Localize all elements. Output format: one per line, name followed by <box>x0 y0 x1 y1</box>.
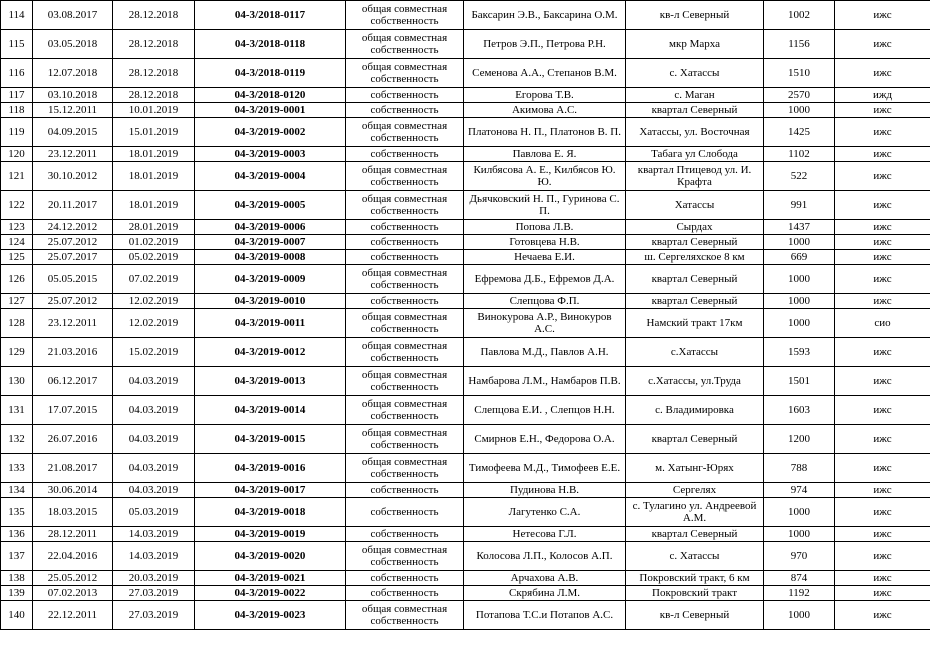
application-date: 17.07.2015 <box>33 396 113 425</box>
land-address: Сырдах <box>626 220 764 235</box>
application-date: 24.12.2012 <box>33 220 113 235</box>
registration-date: 12.02.2019 <box>113 309 195 338</box>
owner-names: Намбарова Л.М., Намбаров П.В. <box>464 367 626 396</box>
ownership-type: общая совместная собственность <box>346 265 464 294</box>
application-date: 07.02.2013 <box>33 586 113 601</box>
row-number: 116 <box>1 59 33 88</box>
land-use: ижс <box>835 220 930 235</box>
land-use: ижс <box>835 147 930 162</box>
registration-number: 04-3/2018-0120 <box>195 88 346 103</box>
table-row <box>1 396 930 425</box>
ownership-type: собственность <box>346 586 464 601</box>
table-row <box>1 498 930 527</box>
owner-names: Баксарин Э.В., Баксарина О.М. <box>464 1 626 30</box>
row-number: 128 <box>1 309 33 338</box>
land-use: ижс <box>835 1 930 30</box>
land-area: 1156 <box>764 30 835 59</box>
land-area: 1510 <box>764 59 835 88</box>
registration-date: 07.02.2019 <box>113 265 195 294</box>
land-address: с.Хатассы <box>626 338 764 367</box>
table-row <box>1 367 930 396</box>
owner-names: Попова Л.В. <box>464 220 626 235</box>
ownership-type: собственность <box>346 235 464 250</box>
table-row <box>1 571 930 586</box>
land-address: Табага ул Слобода <box>626 147 764 162</box>
land-address: кв-л Северный <box>626 601 764 630</box>
land-area: 974 <box>764 483 835 498</box>
ownership-type: собственность <box>346 147 464 162</box>
registration-date: 27.03.2019 <box>113 586 195 601</box>
table-row <box>1 309 930 338</box>
land-use: ижс <box>835 103 930 118</box>
row-number: 129 <box>1 338 33 367</box>
row-number: 135 <box>1 498 33 527</box>
row-number: 119 <box>1 118 33 147</box>
application-date: 25.07.2012 <box>33 294 113 309</box>
owner-names: Колосова Л.П., Колосов А.П. <box>464 542 626 571</box>
land-use: ижс <box>835 483 930 498</box>
application-date: 21.08.2017 <box>33 454 113 483</box>
land-address: с. Хатассы <box>626 542 764 571</box>
owner-names: Павлова Е. Я. <box>464 147 626 162</box>
application-date: 26.07.2016 <box>33 425 113 454</box>
application-date: 18.03.2015 <box>33 498 113 527</box>
row-number: 121 <box>1 162 33 191</box>
application-date: 30.10.2012 <box>33 162 113 191</box>
land-address: квартал Северный <box>626 425 764 454</box>
table-row <box>1 454 930 483</box>
land-use: ижс <box>835 601 930 630</box>
owner-names: Павлова М.Д., Павлов А.Н. <box>464 338 626 367</box>
application-date: 06.12.2017 <box>33 367 113 396</box>
land-address: с.Хатассы, ул.Труда <box>626 367 764 396</box>
ownership-type: собственность <box>346 483 464 498</box>
land-area: 1501 <box>764 367 835 396</box>
owner-names: Нечаева Е.И. <box>464 250 626 265</box>
registration-date: 28.12.2018 <box>113 1 195 30</box>
registration-number: 04-3/2019-0007 <box>195 235 346 250</box>
registration-date: 01.02.2019 <box>113 235 195 250</box>
land-address: Хатассы <box>626 191 764 220</box>
row-number: 137 <box>1 542 33 571</box>
registration-date: 28.12.2018 <box>113 30 195 59</box>
owner-names: Нетесова Г.Л. <box>464 527 626 542</box>
owner-names: Лагутенко С.А. <box>464 498 626 527</box>
land-address: квартал Северный <box>626 103 764 118</box>
land-use: ижс <box>835 542 930 571</box>
land-address: Покровский тракт, 6 км <box>626 571 764 586</box>
owner-names: Егорова Т.В. <box>464 88 626 103</box>
owner-names: Дьячковский Н. П., Гуринова С. П. <box>464 191 626 220</box>
land-address: Хатассы, ул. Восточная <box>626 118 764 147</box>
table-row <box>1 250 930 265</box>
application-date: 03.05.2018 <box>33 30 113 59</box>
land-use: ижс <box>835 367 930 396</box>
table-row <box>1 30 930 59</box>
land-address: квартал Северный <box>626 294 764 309</box>
registration-number: 04-3/2019-0009 <box>195 265 346 294</box>
registration-number: 04-3/2019-0021 <box>195 571 346 586</box>
land-use: ижс <box>835 30 930 59</box>
owner-names: Слепцова Е.И. , Слепцов Н.Н. <box>464 396 626 425</box>
land-use: ижс <box>835 250 930 265</box>
application-date: 15.12.2011 <box>33 103 113 118</box>
registration-number: 04-3/2019-0019 <box>195 527 346 542</box>
table-row <box>1 118 930 147</box>
owner-names: Смирнов Е.Н., Федорова О.А. <box>464 425 626 454</box>
land-use: ижд <box>835 88 930 103</box>
ownership-type: общая совместная собственность <box>346 1 464 30</box>
table-row <box>1 425 930 454</box>
land-area: 1000 <box>764 265 835 294</box>
registration-date: 27.03.2019 <box>113 601 195 630</box>
row-number: 123 <box>1 220 33 235</box>
land-address: квартал Северный <box>626 527 764 542</box>
land-use: ижс <box>835 118 930 147</box>
land-area: 1425 <box>764 118 835 147</box>
owner-names: Пудинова Н.В. <box>464 483 626 498</box>
ownership-type: собственность <box>346 88 464 103</box>
land-area: 1000 <box>764 309 835 338</box>
land-use: ижс <box>835 59 930 88</box>
row-number: 125 <box>1 250 33 265</box>
application-date: 25.07.2012 <box>33 235 113 250</box>
application-date: 03.10.2018 <box>33 88 113 103</box>
land-address: с. Тулагино ул. Андреевой А.М. <box>626 498 764 527</box>
registration-number: 04-3/2019-0012 <box>195 338 346 367</box>
table-row <box>1 1 930 30</box>
registration-number: 04-3/2019-0003 <box>195 147 346 162</box>
row-number: 133 <box>1 454 33 483</box>
registration-date: 18.01.2019 <box>113 162 195 191</box>
registration-date: 12.02.2019 <box>113 294 195 309</box>
land-area: 2570 <box>764 88 835 103</box>
ownership-type: общая совместная собственность <box>346 542 464 571</box>
ownership-type: собственность <box>346 527 464 542</box>
land-address: ш. Сергеляхское 8 км <box>626 250 764 265</box>
land-use: ижс <box>835 338 930 367</box>
application-date: 25.05.2012 <box>33 571 113 586</box>
registration-number: 04-3/2018-0117 <box>195 1 346 30</box>
owner-names: Винокурова А.Р., Винокуров А.С. <box>464 309 626 338</box>
ownership-type: общая совместная собственность <box>346 396 464 425</box>
registration-date: 10.01.2019 <box>113 103 195 118</box>
application-date: 03.08.2017 <box>33 1 113 30</box>
registration-number: 04-3/2019-0018 <box>195 498 346 527</box>
application-date: 23.12.2011 <box>33 309 113 338</box>
land-area: 1000 <box>764 498 835 527</box>
registration-number: 04-3/2019-0005 <box>195 191 346 220</box>
land-area: 1192 <box>764 586 835 601</box>
land-use: ижс <box>835 498 930 527</box>
registration-number: 04-3/2019-0010 <box>195 294 346 309</box>
land-address: м. Хатынг-Юрях <box>626 454 764 483</box>
registration-number: 04-3/2019-0016 <box>195 454 346 483</box>
land-address: Сергелях <box>626 483 764 498</box>
application-date: 21.03.2016 <box>33 338 113 367</box>
land-use: ижс <box>835 527 930 542</box>
row-number: 124 <box>1 235 33 250</box>
land-address: квартал Птицевод ул. И. Крафта <box>626 162 764 191</box>
owner-names: Тимофеева М.Д., Тимофеев Е.Е. <box>464 454 626 483</box>
table-row <box>1 586 930 601</box>
registration-number: 04-3/2019-0004 <box>195 162 346 191</box>
table-row <box>1 483 930 498</box>
registration-date: 05.02.2019 <box>113 250 195 265</box>
application-date: 23.12.2011 <box>33 147 113 162</box>
ownership-type: собственность <box>346 571 464 586</box>
land-use: ижс <box>835 162 930 191</box>
row-number: 120 <box>1 147 33 162</box>
land-area: 669 <box>764 250 835 265</box>
row-number: 139 <box>1 586 33 601</box>
land-use: ижс <box>835 265 930 294</box>
owner-names: Петров Э.П., Петрова Р.Н. <box>464 30 626 59</box>
registration-date: 04.03.2019 <box>113 396 195 425</box>
ownership-type: собственность <box>346 250 464 265</box>
land-area: 991 <box>764 191 835 220</box>
ownership-type: общая совместная собственность <box>346 118 464 147</box>
registration-date: 14.03.2019 <box>113 527 195 542</box>
table-row <box>1 542 930 571</box>
land-use: ижс <box>835 586 930 601</box>
row-number: 122 <box>1 191 33 220</box>
land-area: 1000 <box>764 235 835 250</box>
owner-names: Семенова А.А., Степанов В.М. <box>464 59 626 88</box>
land-use: ижс <box>835 294 930 309</box>
land-address: Покровский тракт <box>626 586 764 601</box>
land-address: с. Хатассы <box>626 59 764 88</box>
owner-names: Ефремова Д.Б., Ефремов Д.А. <box>464 265 626 294</box>
application-date: 30.06.2014 <box>33 483 113 498</box>
ownership-type: общая совместная собственность <box>346 309 464 338</box>
ownership-type: собственность <box>346 220 464 235</box>
row-number: 138 <box>1 571 33 586</box>
land-area: 522 <box>764 162 835 191</box>
land-use: ижс <box>835 235 930 250</box>
registration-number: 04-3/2019-0013 <box>195 367 346 396</box>
owner-names: Арчахова А.В. <box>464 571 626 586</box>
row-number: 130 <box>1 367 33 396</box>
land-area: 1002 <box>764 1 835 30</box>
land-area: 1102 <box>764 147 835 162</box>
registration-number: 04-3/2019-0017 <box>195 483 346 498</box>
land-use: ижс <box>835 425 930 454</box>
registration-number: 04-3/2019-0011 <box>195 309 346 338</box>
row-number: 136 <box>1 527 33 542</box>
table-row <box>1 527 930 542</box>
land-area: 1000 <box>764 294 835 309</box>
owner-names: Слепцова Ф.П. <box>464 294 626 309</box>
application-date: 05.05.2015 <box>33 265 113 294</box>
table-row <box>1 147 930 162</box>
registration-number: 04-3/2019-0022 <box>195 586 346 601</box>
table-row <box>1 338 930 367</box>
table-row <box>1 191 930 220</box>
table-row <box>1 162 930 191</box>
registration-number: 04-3/2018-0118 <box>195 30 346 59</box>
application-date: 20.11.2017 <box>33 191 113 220</box>
application-date: 25.07.2017 <box>33 250 113 265</box>
owner-names: Килбясова А. Е., Килбясов Ю. Ю. <box>464 162 626 191</box>
application-date: 22.12.2011 <box>33 601 113 630</box>
application-date: 04.09.2015 <box>33 118 113 147</box>
registration-number: 04-3/2019-0002 <box>195 118 346 147</box>
table-row <box>1 88 930 103</box>
registration-date: 04.03.2019 <box>113 367 195 396</box>
land-area: 1000 <box>764 103 835 118</box>
row-number: 118 <box>1 103 33 118</box>
registration-date: 04.03.2019 <box>113 483 195 498</box>
registration-number: 04-3/2019-0015 <box>195 425 346 454</box>
ownership-type: общая совместная собственность <box>346 367 464 396</box>
registration-date: 04.03.2019 <box>113 454 195 483</box>
row-number: 131 <box>1 396 33 425</box>
row-number: 134 <box>1 483 33 498</box>
row-number: 127 <box>1 294 33 309</box>
land-area: 1000 <box>764 527 835 542</box>
owner-names: Потапова Т.С.и Потапов А.С. <box>464 601 626 630</box>
registration-number: 04-3/2018-0119 <box>195 59 346 88</box>
ownership-type: собственность <box>346 294 464 309</box>
registration-number: 04-3/2019-0020 <box>195 542 346 571</box>
owner-names: Платонова Н. П., Платонов В. П. <box>464 118 626 147</box>
table-row <box>1 265 930 294</box>
row-number: 114 <box>1 1 33 30</box>
land-area: 788 <box>764 454 835 483</box>
table-row <box>1 103 930 118</box>
ownership-type: общая совместная собственность <box>346 601 464 630</box>
land-use: ижс <box>835 396 930 425</box>
registration-number: 04-3/2019-0006 <box>195 220 346 235</box>
table-row <box>1 601 930 630</box>
registration-date: 18.01.2019 <box>113 147 195 162</box>
table-row <box>1 59 930 88</box>
registration-number: 04-3/2019-0008 <box>195 250 346 265</box>
owner-names: Скрябина Л.М. <box>464 586 626 601</box>
ownership-type: общая совместная собственность <box>346 338 464 367</box>
row-number: 117 <box>1 88 33 103</box>
table-row <box>1 220 930 235</box>
ownership-type: общая совместная собственность <box>346 425 464 454</box>
land-area: 874 <box>764 571 835 586</box>
registration-date: 28.01.2019 <box>113 220 195 235</box>
land-use: ижс <box>835 454 930 483</box>
registry-rows <box>1 1 930 630</box>
land-area: 1593 <box>764 338 835 367</box>
registration-date: 20.03.2019 <box>113 571 195 586</box>
registration-date: 05.03.2019 <box>113 498 195 527</box>
row-number: 132 <box>1 425 33 454</box>
land-address: с. Владимировка <box>626 396 764 425</box>
ownership-type: общая совместная собственность <box>346 454 464 483</box>
row-number: 140 <box>1 601 33 630</box>
ownership-type: собственность <box>346 498 464 527</box>
owner-names: Акимова А.С. <box>464 103 626 118</box>
land-use: ижс <box>835 571 930 586</box>
land-address: мкр Марха <box>626 30 764 59</box>
application-date: 12.07.2018 <box>33 59 113 88</box>
registration-number: 04-3/2019-0001 <box>195 103 346 118</box>
land-use: ижс <box>835 191 930 220</box>
ownership-type: собственность <box>346 103 464 118</box>
registration-number: 04-3/2019-0023 <box>195 601 346 630</box>
ownership-type: общая совместная собственность <box>346 30 464 59</box>
land-area: 970 <box>764 542 835 571</box>
land-address: Намский тракт 17км <box>626 309 764 338</box>
table-row <box>1 294 930 309</box>
registration-date: 28.12.2018 <box>113 59 195 88</box>
application-date: 22.04.2016 <box>33 542 113 571</box>
registration-date: 28.12.2018 <box>113 88 195 103</box>
application-date: 28.12.2011 <box>33 527 113 542</box>
registration-number: 04-3/2019-0014 <box>195 396 346 425</box>
land-area: 1000 <box>764 601 835 630</box>
land-use: сио <box>835 309 930 338</box>
row-number: 126 <box>1 265 33 294</box>
ownership-type: общая совместная собственность <box>346 191 464 220</box>
land-area: 1603 <box>764 396 835 425</box>
registration-date: 04.03.2019 <box>113 425 195 454</box>
ownership-type: общая совместная собственность <box>346 59 464 88</box>
land-address: квартал Северный <box>626 235 764 250</box>
table-row <box>1 235 930 250</box>
ownership-type: общая совместная собственность <box>346 162 464 191</box>
land-address: с. Маган <box>626 88 764 103</box>
registration-date: 18.01.2019 <box>113 191 195 220</box>
row-number: 115 <box>1 30 33 59</box>
land-address: квартал Северный <box>626 265 764 294</box>
land-area: 1437 <box>764 220 835 235</box>
registration-date: 15.01.2019 <box>113 118 195 147</box>
registration-date: 14.03.2019 <box>113 542 195 571</box>
registration-date: 15.02.2019 <box>113 338 195 367</box>
owner-names: Готовцева Н.В. <box>464 235 626 250</box>
land-address: кв-л Северный <box>626 1 764 30</box>
land-area: 1200 <box>764 425 835 454</box>
